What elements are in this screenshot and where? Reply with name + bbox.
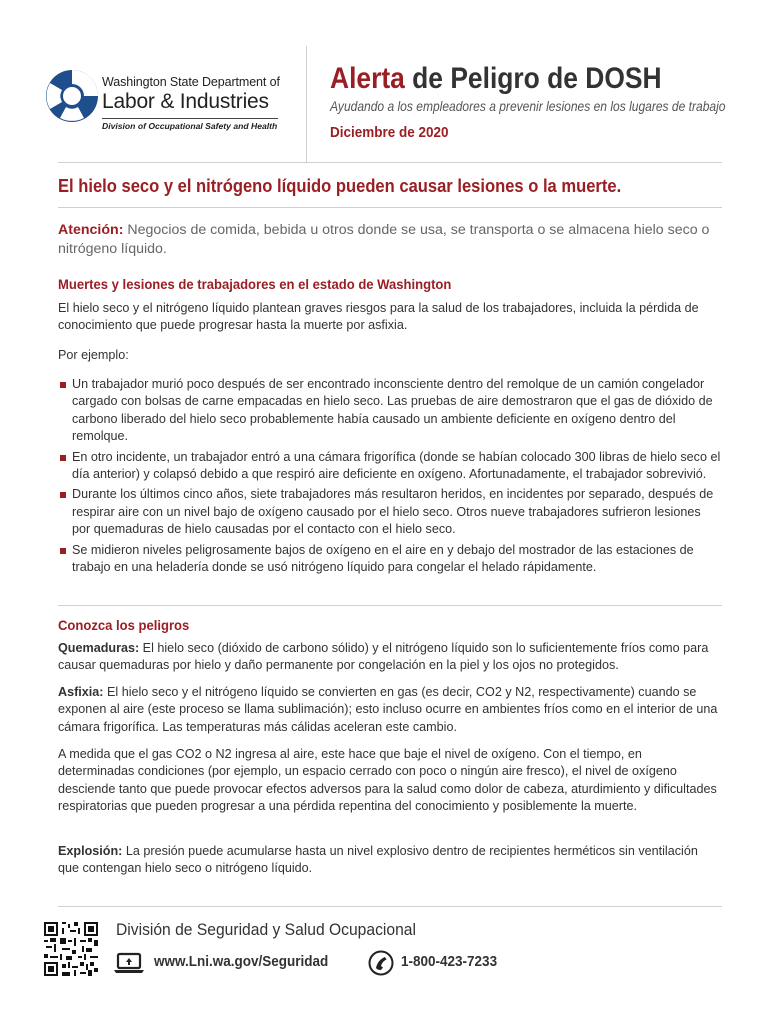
page-subtitle: Ayudando a los empleadores a prevenir lesiones en los lugares de trabajo: [330, 98, 726, 114]
divider-footer: [58, 906, 722, 907]
header-divider: [306, 46, 307, 162]
logo-department: Washington State Department of: [102, 75, 280, 89]
footer-phone-number[interactable]: 1-800-423-7233: [401, 953, 498, 970]
paragraph-quemaduras: [58, 640, 718, 675]
incident-list: [58, 376, 722, 579]
quemaduras-text: El hielo seco (dióxido de carbono sólido) y el nitrógeno líquido son lo suficientemente fríos como para causar quemaduras por hielo y daño permanente por congelación en la piel y los ojos no protegidos.: [58, 641, 709, 673]
list-item-text: Un trabajador murió poco después de ser encontrado inconsciente dentro del remolque de un camión congelador cargado con bolsas de carne empacadas en hielo seco. Las pruebas de aire demostraron que el gas de dióxido de carbono liberado del hielo seco probablemente había causado un ambiente deficiente en oxígeno dentro del remolque.: [72, 377, 713, 444]
section-heading-deaths: Muertes y lesiones de trabajadores en el estado de Washington: [58, 277, 452, 293]
page-title: [330, 62, 700, 96]
bullet-square-icon: [60, 548, 66, 554]
publication-date: Diciembre de 2020: [330, 124, 449, 141]
paragraph-asfixia: [58, 684, 718, 736]
example-lead: Por ejemplo:: [58, 348, 129, 362]
footer-division: División de Seguridad y Salud Ocupacional: [116, 920, 416, 939]
list-item-text: Se midieron niveles peligrosamente bajos de oxígeno en el aire en y debajo del mostrador de las estaciones de trabajo en una heladería donde se usó nitrógeno líquido para congelar el helado rápidamente.: [72, 542, 694, 575]
list-item: [58, 449, 722, 484]
divider-headline: [58, 207, 722, 208]
bullet-square-icon: [60, 492, 66, 498]
phone-icon: [368, 950, 394, 976]
title-block: [330, 62, 750, 141]
asfixia-text: El hielo seco y el nitrógeno líquido se convierten en gas (es decir, CO2 y N2, respectivamente) cuando se exponen al aire (este proceso se llama sublimación); esto incluso ocurre en ambientes fríos como en el interior de una cámara frigorífica. Las temperaturas más cálidas aceleran este cambio.: [58, 685, 718, 734]
section1-intro: El hielo seco y el nitrógeno líquido plantean graves riesgos para la salud de los trabajadores, incluida la pérdida de conocimiento que puede progresar hasta la muerte por asfixia.: [58, 301, 699, 333]
attention-note: [58, 221, 718, 259]
section-heading-hazards: Conozca los peligros: [58, 618, 190, 634]
qr-code-icon: [44, 922, 98, 976]
paragraph-explosion: [58, 843, 718, 878]
explosion-text: La presión puede acumularse hasta un nivel explosivo dentro de recipientes herméticos sin ventilación que contengan hielo seco o nitrógeno líquido.: [58, 844, 698, 876]
footer-website-link[interactable]: www.Lni.wa.gov/Seguridad: [154, 953, 329, 970]
laptop-icon: [114, 952, 144, 974]
list-item: [58, 542, 722, 577]
logo-division: Division of Occupational Safety and Health: [102, 118, 278, 132]
asfixia-label: Asfixia:: [58, 685, 104, 699]
quemaduras-label: Quemaduras:: [58, 641, 140, 655]
divider-section2: [58, 605, 722, 606]
bullet-square-icon: [60, 382, 66, 388]
attention-label: Atención:: [58, 222, 124, 238]
list-item: [58, 376, 722, 446]
paragraph-gas: A medida que el gas CO2 o N2 ingresa al aire, este hace que baje el nivel de oxígeno. Con el tiempo, en determinadas condiciones (por ejemplo, un espacio cerrado con poco o ningún aire fresco), el nivel de oxígeno desciende tanto que puede provocar efectos adversos para la salud como dolor de cabeza, aturdimiento y dificultades respiratorias que pueden progresar a una pérdida repentina del conocimiento y posiblemente la muerte.: [58, 747, 717, 814]
lni-logo-icon: [44, 68, 100, 124]
logo-text: [102, 75, 322, 132]
headline: El hielo seco y el nitrógeno líquido pueden causar lesiones o la muerte.: [58, 176, 622, 196]
list-item-text: En otro incidente, un trabajador entró a una cámara frigorífica (donde se habían colocado 300 libras de hielo seco el día anterior) y colapsó debido a que respiró aire deficiente en oxígeno. Afortunadamente, el trabajador sobrevivió.: [72, 449, 721, 482]
lni-logo: [44, 68, 294, 138]
bullet-square-icon: [60, 455, 66, 461]
title-rest: de Peligro de DOSH: [404, 62, 662, 95]
logo-agency: Labor & Industries: [102, 90, 269, 113]
list-item: [58, 486, 722, 538]
explosion-label: Explosión:: [58, 844, 123, 858]
list-item-text: Durante los últimos cinco años, siete trabajadores más resultaron heridos, en incidentes por separado, después de respirar aire con un nivel bajo de oxígeno causado por el hielo seco. Otros nueve trabajadores sufrieron lesiones por quemaduras de hielo causadas por el contacto con el hielo seco.: [72, 487, 714, 537]
divider-top: [58, 162, 722, 163]
title-accent: Alerta: [330, 62, 405, 95]
attention-text: Negocios de comida, bebida u otros donde se usa, se transporta o se almacena hielo seco o nitrógeno líquido.: [58, 222, 710, 257]
